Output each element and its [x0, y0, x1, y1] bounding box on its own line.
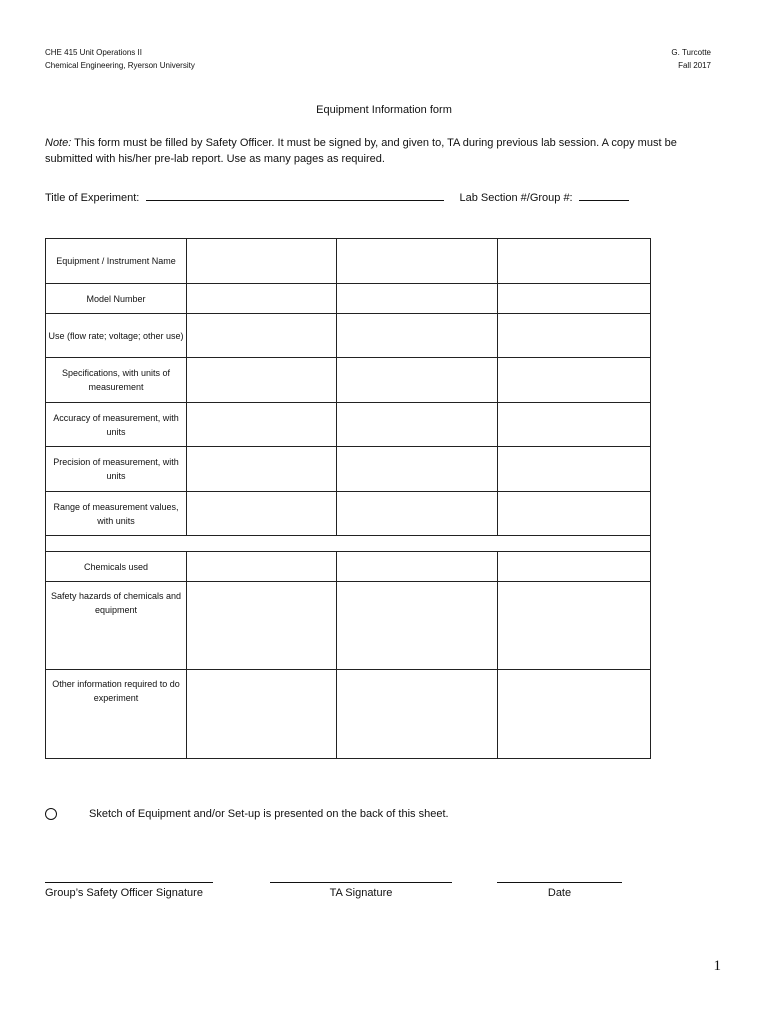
table-cell[interactable]	[187, 670, 337, 759]
ta-signature-label: TA Signature	[329, 887, 393, 899]
row-label: Equipment / Instrument Name	[46, 239, 187, 284]
sketch-option	[45, 808, 449, 820]
table-cell[interactable]	[498, 670, 651, 759]
table-row-safety-hazards	[46, 582, 651, 670]
safety-officer-signature-label: Group’s Safety Officer Signature	[45, 887, 203, 899]
row-label: Use (flow rate; voltage; other use)	[46, 314, 187, 358]
form-title: Equipment Information form	[316, 104, 452, 116]
table-row-chemicals	[46, 552, 651, 582]
table-row-specifications	[46, 358, 651, 403]
table-cell[interactable]	[498, 358, 651, 403]
table-row-accuracy	[46, 403, 651, 447]
experiment-title-field[interactable]	[146, 190, 444, 201]
table-cell[interactable]	[337, 552, 498, 582]
table-cell[interactable]	[337, 358, 498, 403]
lab-section-field[interactable]	[579, 190, 629, 201]
table-cell[interactable]	[337, 239, 498, 284]
table-cell[interactable]	[187, 314, 337, 358]
table-cell[interactable]	[187, 552, 337, 582]
date-block	[497, 872, 622, 899]
table-cell[interactable]	[337, 447, 498, 492]
table-row-model-number	[46, 284, 651, 314]
note-paragraph	[45, 135, 720, 167]
note-text: This form must be filled by Safety Officer. It must be signed by, and given to, TA during previous lab session. A copy must be submitted with his/her pre-lab report. Use as many pages as required.	[45, 137, 677, 165]
table-cell[interactable]	[187, 447, 337, 492]
table-cell[interactable]	[337, 403, 498, 447]
date-line[interactable]	[497, 872, 622, 883]
experiment-line	[45, 190, 725, 204]
table-cell[interactable]	[498, 492, 651, 536]
table-row-use	[46, 314, 651, 358]
table-cell[interactable]	[187, 492, 337, 536]
page-number: 1	[713, 958, 721, 974]
header-right	[671, 46, 711, 72]
experiment-title-label: Title of Experiment:	[45, 192, 140, 204]
table-cell[interactable]	[498, 284, 651, 314]
table-cell[interactable]	[498, 239, 651, 284]
table-cell[interactable]	[187, 403, 337, 447]
author-name: G. Turcotte	[671, 48, 711, 57]
table-cell[interactable]	[337, 582, 498, 670]
table-cell[interactable]	[187, 358, 337, 403]
table-cell[interactable]	[498, 552, 651, 582]
row-label: Precision of measurement, with units	[46, 447, 187, 492]
safety-officer-signature-line[interactable]	[45, 872, 213, 883]
ta-signature-block	[270, 872, 452, 899]
table-cell[interactable]	[187, 284, 337, 314]
table-cell[interactable]	[498, 447, 651, 492]
table-cell[interactable]	[498, 403, 651, 447]
table-cell[interactable]	[498, 314, 651, 358]
row-label: Chemicals used	[46, 552, 187, 582]
table-row-range	[46, 492, 651, 536]
table-cell[interactable]	[337, 284, 498, 314]
ta-signature-line[interactable]	[270, 872, 452, 883]
term: Fall 2017	[678, 61, 711, 70]
table-cell[interactable]	[187, 239, 337, 284]
department-name: Chemical Engineering, Ryerson University	[45, 61, 195, 70]
table-row-precision	[46, 447, 651, 492]
spacer-cell	[46, 536, 651, 552]
safety-officer-signature-block	[45, 872, 213, 899]
table-row-equipment-name	[46, 239, 651, 284]
table-row-other-information	[46, 670, 651, 759]
row-label: Safety hazards of chemicals and equipment	[46, 582, 187, 670]
table-cell[interactable]	[498, 582, 651, 670]
equipment-table	[45, 238, 651, 759]
header-left	[45, 46, 195, 72]
row-label: Accuracy of measurement, with units	[46, 403, 187, 447]
sketch-statement: Sketch of Equipment and/or Set-up is presented on the back of this sheet.	[89, 808, 449, 821]
table-cell[interactable]	[337, 492, 498, 536]
row-label: Model Number	[46, 284, 187, 314]
course-name: CHE 415 Unit Operations II	[45, 48, 142, 57]
sketch-radio-button[interactable]	[45, 808, 57, 820]
table-row-spacer	[46, 536, 651, 552]
lab-section-label: Lab Section #/Group #:	[459, 192, 573, 204]
table-cell[interactable]	[187, 582, 337, 670]
table-cell[interactable]	[337, 670, 498, 759]
note-label: Note:	[45, 137, 72, 149]
date-label: Date	[547, 887, 572, 899]
row-label: Specifications, with units of measurement	[46, 358, 187, 403]
table-cell[interactable]	[337, 314, 498, 358]
row-label: Range of measurement values, with units	[46, 492, 187, 536]
row-label: Other information required to do experiment	[46, 670, 187, 759]
